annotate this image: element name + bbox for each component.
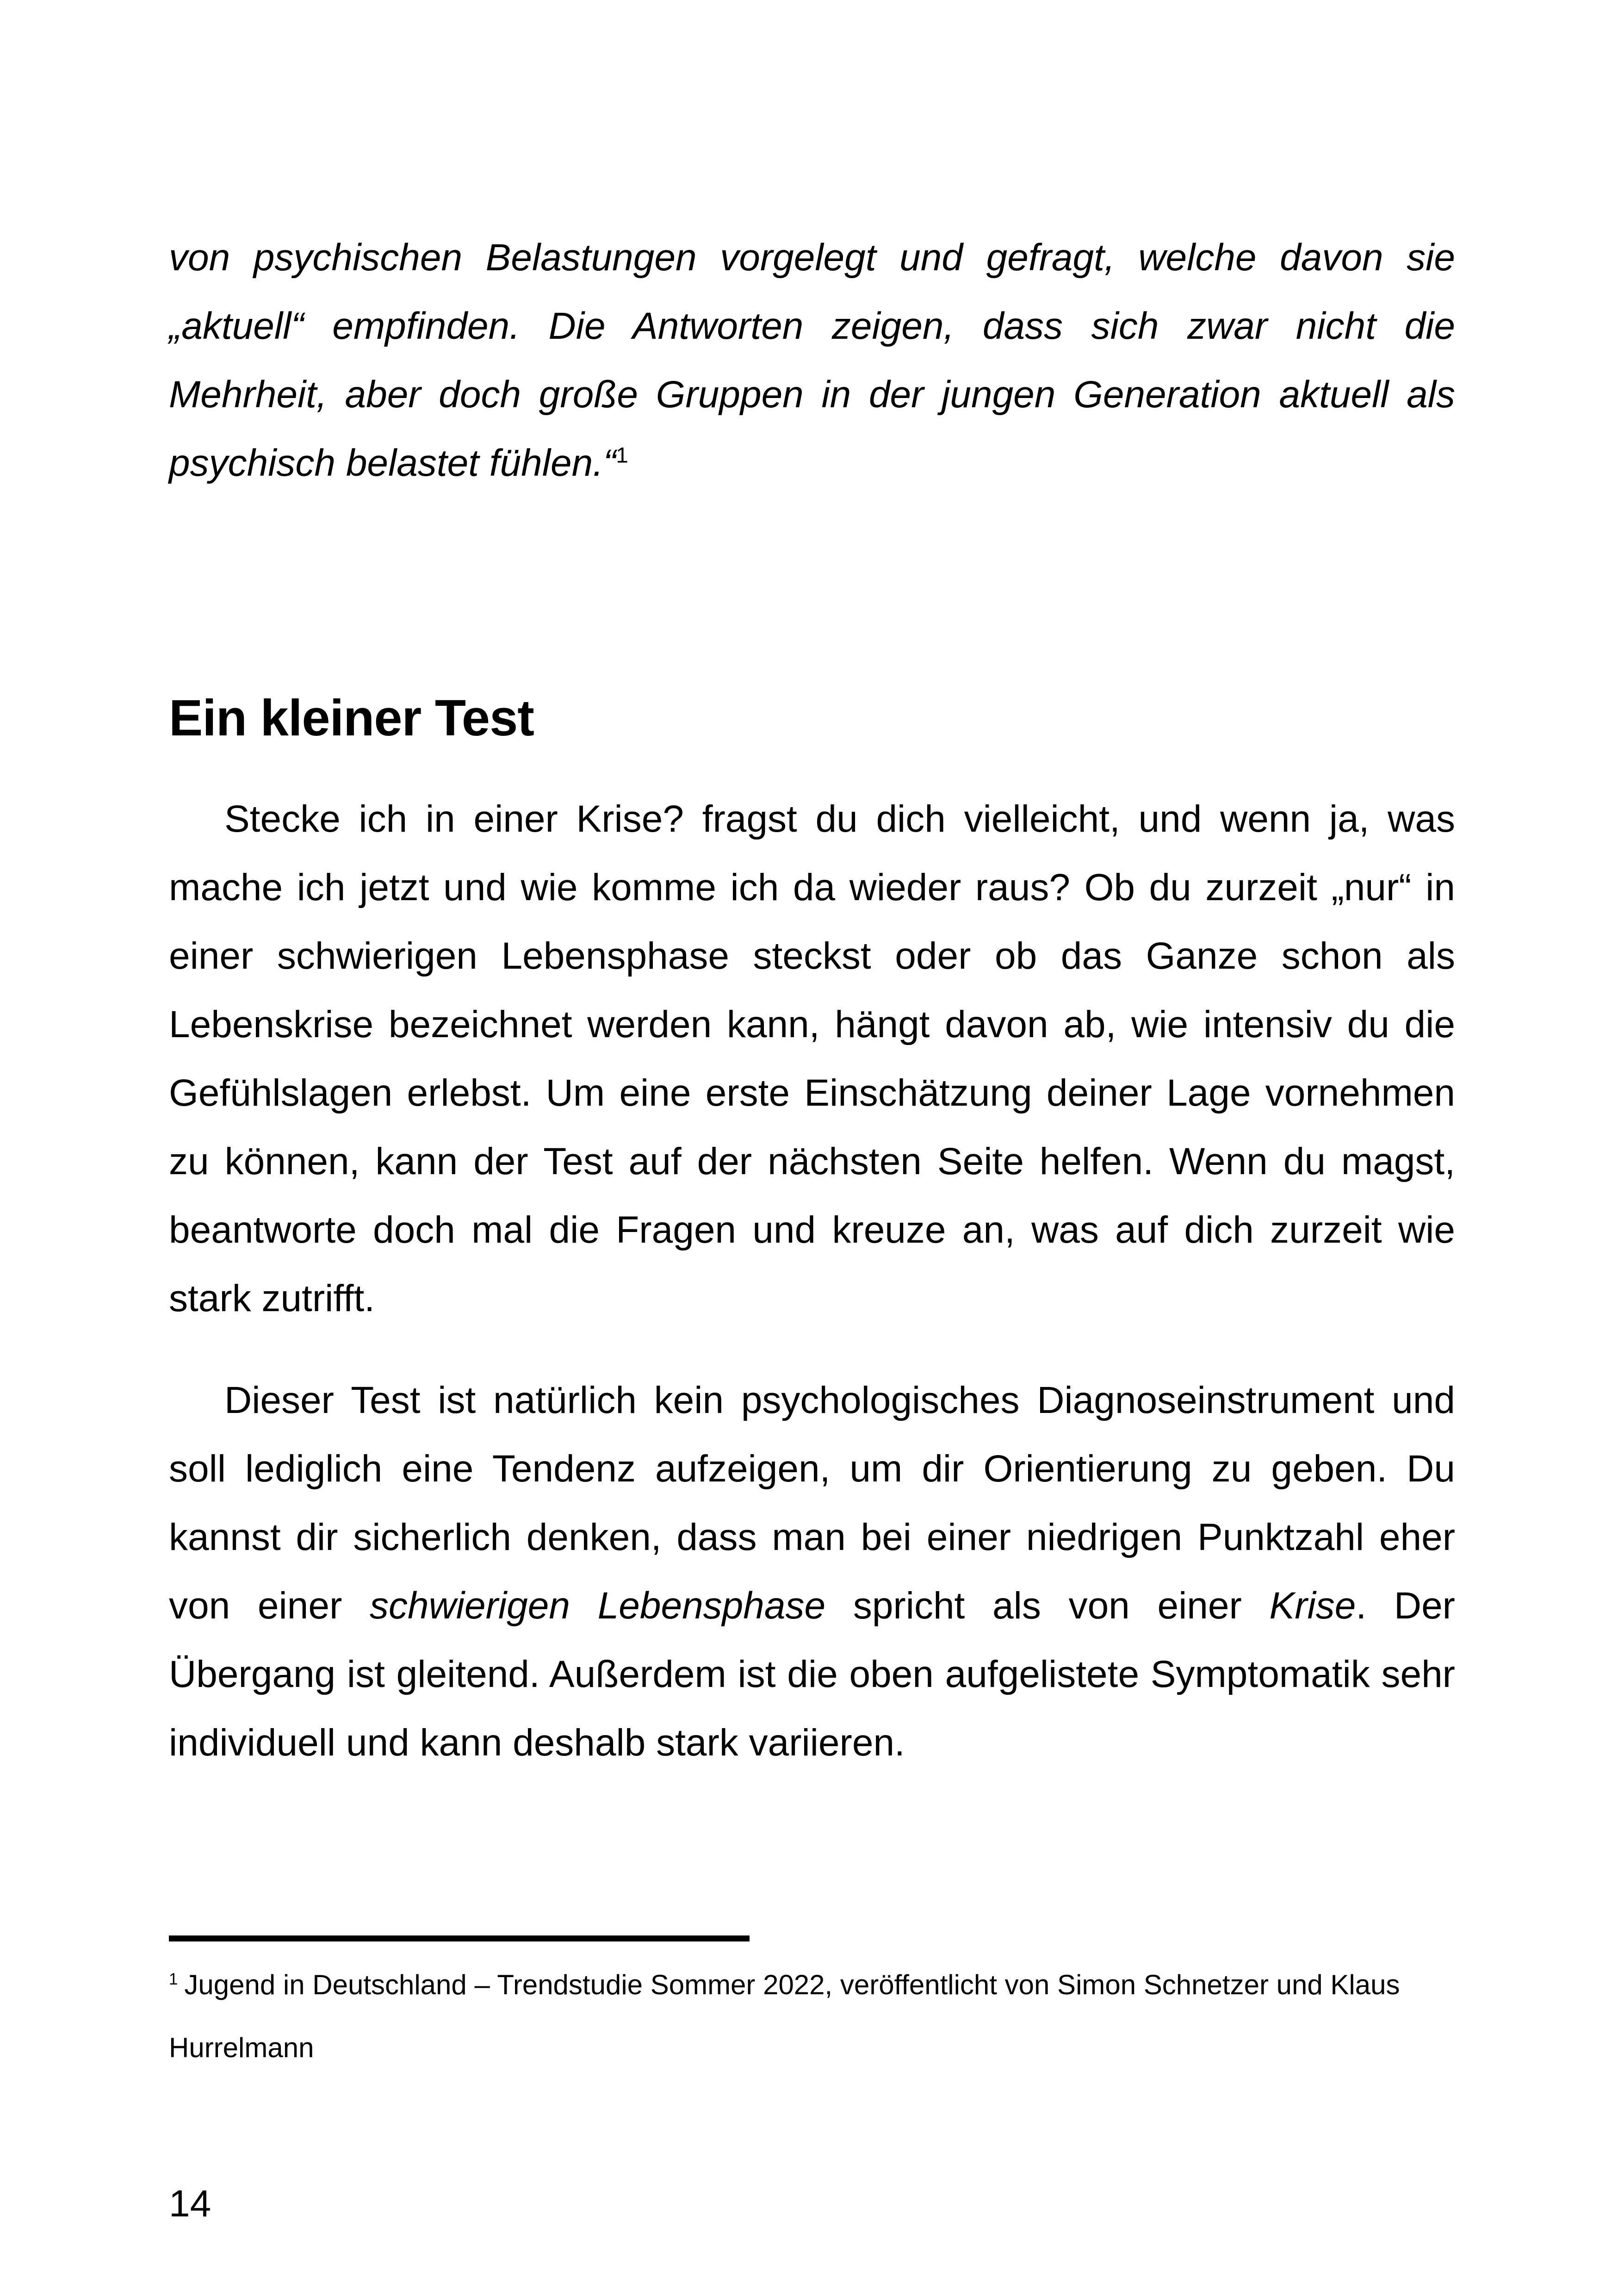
intro-quote-paragraph: [169, 224, 1455, 498]
text-column: [169, 0, 1455, 2238]
section-heading: Ein kleiner Test: [169, 690, 534, 747]
footnote-separator-rule: [169, 1935, 750, 1941]
page-number: 14: [169, 2183, 211, 2225]
footnote: [169, 1954, 1455, 2079]
footnote-reference-superscript: 1: [616, 443, 628, 468]
paragraph-2-text-part-1: Dieser Test ist natürlich kein psychologisches Diagnoseinstrument und soll lediglich eine Tendenz aufzeigen, um dir Orientierung zu geben. Du kannst dir sicherlich denken, dass man bei einer niedrigen Punktzahl eher von einer: [169, 1379, 1455, 1627]
footnote-marker-superscript: 1: [169, 1970, 178, 1988]
intro-quote-text: von psychischen Belastungen vorgelegt und gefragt, welche davon sie „aktuell“ empfinden. Die Antworten zeigen, dass sich zwar nicht die Mehrheit, aber doch große Gruppen in der jungen Generation aktuell als psychisch belastet fühlen.“: [169, 236, 1455, 484]
emphasis-schwierige-lebensphase: schwierigen Lebensphase: [369, 1585, 826, 1627]
paragraph-test-intro: Stecke ich in einer Krise? fragst du dich vielleicht, und wenn ja, was mache ich jetzt und wie komme ich da wieder raus? Ob du zurzeit „nur“ in einer schwierigen Lebensphase steckst oder ob das Ganze schon als Lebenskrise bezeichnet werden kann, hängt davon ab, wie intensiv du die Gefühlslagen erlebst. Um eine erste Einschätzung deiner Lage vornehmen zu können, kann der Test auf der nächsten Seite helfen. Wenn du magst, beantworte doch mal die Fragen und kreuze an, was auf dich zurzeit wie stark zutrifft.: [169, 798, 1455, 1319]
emphasis-krise: Krise: [1269, 1585, 1356, 1627]
paragraph-2-text-part-2: spricht als von einer: [825, 1585, 1270, 1627]
footnote-text: Jugend in Deutschland – Trendstudie Sommer 2022, veröffentlicht von Simon Schnetzer und Klaus Hurrelmann: [169, 1969, 1400, 2063]
paragraph-2-text-part-3: . Der Übergang ist gleitend. Außerdem ist die oben aufgelistete Symptomatik sehr individuell und kann deshalb stark variieren.: [169, 1585, 1455, 1764]
paragraph-test-disclaimer: [169, 1366, 1455, 1777]
